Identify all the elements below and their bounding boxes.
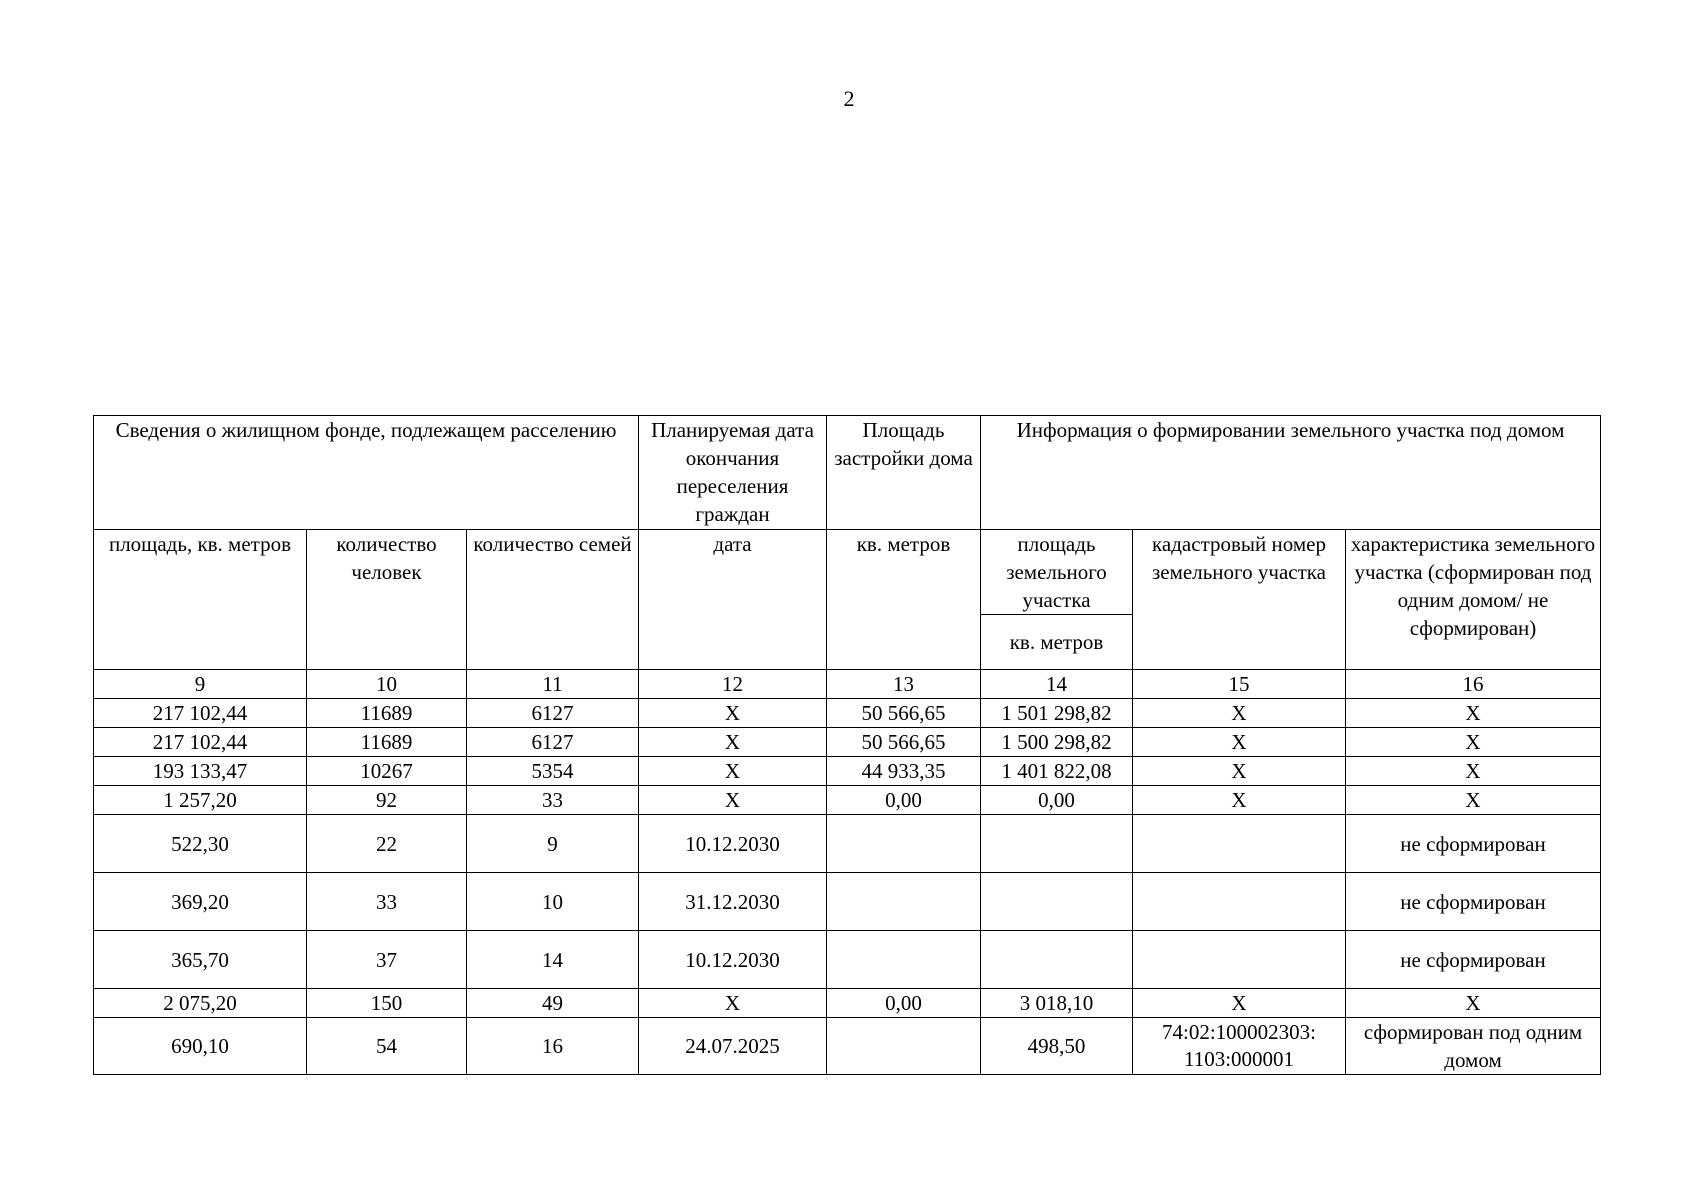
table-cell: 5354: [467, 757, 639, 786]
header-planned-date: Планируемая дата окончания переселения граждан: [639, 416, 827, 530]
table-cell: 44 933,35: [827, 757, 981, 786]
table-row: [94, 873, 1601, 931]
column-number: 9: [94, 670, 307, 699]
header-land-characteristic: характеристика земельного участка (сформирован под одним домом/ не сформирован): [1346, 530, 1601, 670]
table-cell: 498,50: [981, 1018, 1133, 1075]
table-cell: 31.12.2030: [639, 873, 827, 931]
column-number: 11: [467, 670, 639, 699]
table-cell: X: [1346, 699, 1601, 728]
table-cell: 54: [307, 1018, 467, 1075]
table-cell: 3 018,10: [981, 989, 1133, 1018]
table-cell: 690,10: [94, 1018, 307, 1075]
table-cell: 10267: [307, 757, 467, 786]
table-cell: 11689: [307, 699, 467, 728]
table-cell: 14: [467, 931, 639, 989]
header-row-subcolumns: [94, 530, 1601, 615]
table-cell: X: [1346, 757, 1601, 786]
table-cell: 0,00: [827, 786, 981, 815]
table-cell: X: [1346, 728, 1601, 757]
column-number: 13: [827, 670, 981, 699]
table-cell: [1133, 931, 1346, 989]
table-cell: 24.07.2025: [639, 1018, 827, 1075]
column-number: 12: [639, 670, 827, 699]
table-cell: не сформирован: [1346, 815, 1601, 873]
header-land-plot-info: Информация о формировании земельного участка под домом: [981, 416, 1601, 530]
table-cell: 10.12.2030: [639, 931, 827, 989]
table-cell: 22: [307, 815, 467, 873]
table-cell: 217 102,44: [94, 728, 307, 757]
header-families-count: количество семей: [467, 530, 639, 670]
table-cell: не сформирован: [1346, 873, 1601, 931]
table-cell: X: [1133, 786, 1346, 815]
table-row: [94, 699, 1601, 728]
table-cell: 1 500 298,82: [981, 728, 1133, 757]
table-cell: 1 401 822,08: [981, 757, 1133, 786]
table-cell: 0,00: [827, 989, 981, 1018]
header-land-area: площадь земельного участка: [981, 530, 1133, 615]
table-cell: 6127: [467, 728, 639, 757]
header-row-groups: [94, 416, 1601, 530]
column-number: 14: [981, 670, 1133, 699]
header-people-count: количество человек: [307, 530, 467, 670]
table-cell: 33: [307, 873, 467, 931]
table-cell: 365,70: [94, 931, 307, 989]
table-cell: [827, 815, 981, 873]
table-cell: сформирован под одним домом: [1346, 1018, 1601, 1075]
table-cell: 2 075,20: [94, 989, 307, 1018]
table-cell: X: [639, 728, 827, 757]
table-cell: [827, 873, 981, 931]
table-cell: 522,30: [94, 815, 307, 873]
header-sqm: кв. метров: [827, 530, 981, 670]
table-cell: 50 566,65: [827, 728, 981, 757]
table-cell: X: [1133, 728, 1346, 757]
table-cell: [827, 1018, 981, 1075]
table-cell: 6127: [467, 699, 639, 728]
table-row: [94, 931, 1601, 989]
table-row: [94, 1018, 1601, 1075]
cadastral-number-cell: 74:02:100002303: 1103:000001: [1133, 1018, 1346, 1075]
table-cell: X: [639, 757, 827, 786]
header-date: дата: [639, 530, 827, 670]
table-row: [94, 989, 1601, 1018]
table-cell: 0,00: [981, 786, 1133, 815]
table-cell: 50 566,65: [827, 699, 981, 728]
table-cell: X: [1133, 757, 1346, 786]
table-cell: 150: [307, 989, 467, 1018]
table-cell: 193 133,47: [94, 757, 307, 786]
table-cell: [1133, 815, 1346, 873]
table-cell: [981, 873, 1133, 931]
table-cell: 16: [467, 1018, 639, 1075]
housing-resettlement-table: [93, 415, 1601, 1075]
table-cell: X: [1346, 786, 1601, 815]
header-housing-stock: Сведения о жилищном фонде, подлежащем расселению: [94, 416, 639, 530]
table-cell: 1 257,20: [94, 786, 307, 815]
table-cell: [981, 931, 1133, 989]
column-number-row: [94, 670, 1601, 699]
table-row: [94, 757, 1601, 786]
table-cell: X: [1133, 699, 1346, 728]
table-cell: 33: [467, 786, 639, 815]
table-cell: X: [639, 786, 827, 815]
table-row: [94, 786, 1601, 815]
table-cell: 10: [467, 873, 639, 931]
table-cell: 10.12.2030: [639, 815, 827, 873]
column-number: 15: [1133, 670, 1346, 699]
table-cell: X: [639, 699, 827, 728]
column-number: 10: [307, 670, 467, 699]
table-cell: 1 501 298,82: [981, 699, 1133, 728]
table-cell: 11689: [307, 728, 467, 757]
table-cell: не сформирован: [1346, 931, 1601, 989]
table-cell: 217 102,44: [94, 699, 307, 728]
table-cell: [1133, 873, 1346, 931]
table-row: [94, 815, 1601, 873]
header-land-area-unit: кв. метров: [981, 615, 1133, 670]
table-row: [94, 728, 1601, 757]
header-building-area: Площадь застройки дома: [827, 416, 981, 530]
table-cell: X: [639, 989, 827, 1018]
table-cell: X: [1346, 989, 1601, 1018]
header-area-sqm: площадь, кв. метров: [94, 530, 307, 670]
table-cell: [827, 931, 981, 989]
column-number: 16: [1346, 670, 1601, 699]
header-cadastral-number: кадастровый номер земельного участка: [1133, 530, 1346, 670]
page-number: 2: [843, 86, 855, 111]
table-cell: 9: [467, 815, 639, 873]
table-cell: X: [1133, 989, 1346, 1018]
table-cell: 49: [467, 989, 639, 1018]
table-cell: 37: [307, 931, 467, 989]
table-cell: 369,20: [94, 873, 307, 931]
table-cell: 92: [307, 786, 467, 815]
table-cell: [981, 815, 1133, 873]
